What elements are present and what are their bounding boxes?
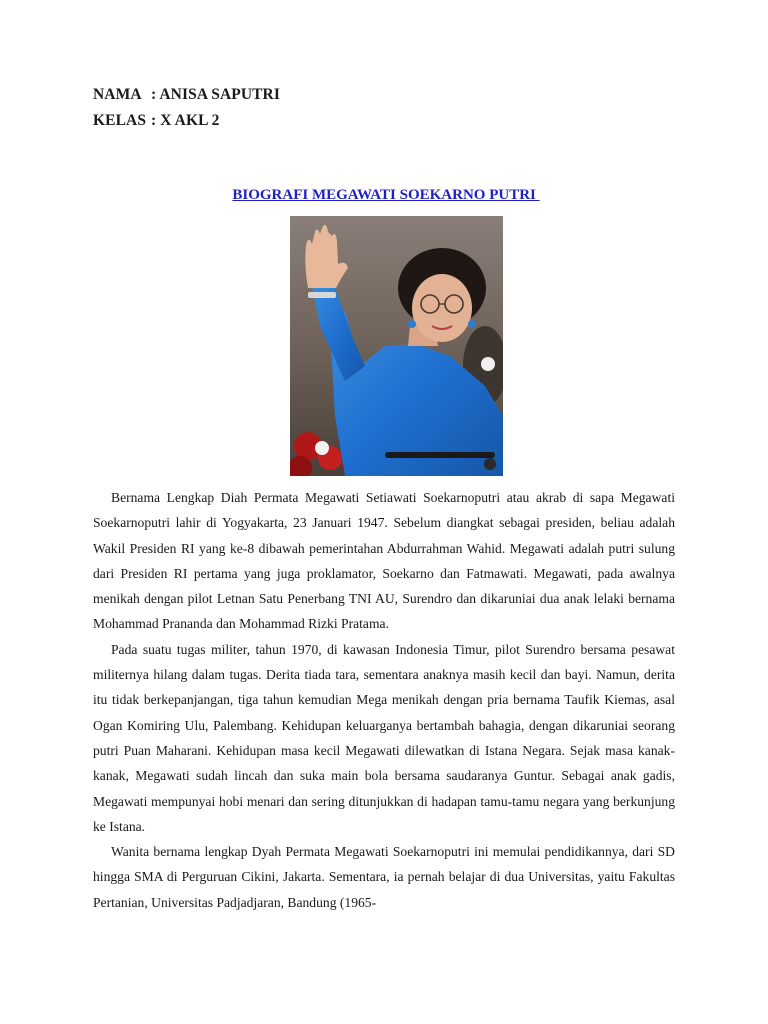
name-label: NAMA bbox=[93, 86, 142, 103]
student-name: ANISA SAPUTRI bbox=[159, 86, 280, 103]
class-label: KELAS bbox=[93, 112, 147, 129]
student-name-line bbox=[93, 86, 280, 104]
name-separator: : bbox=[151, 86, 160, 103]
class-separator: : bbox=[151, 112, 161, 129]
paragraph-3: Wanita bernama lengkap Dyah Permata Megawati Soekarnoputri ini memulai pendidikannya, dari SD hingga SMA di Perguruan Cikini, Jakarta. Sementara, ia pernah belajar di dua Universitas, yaitu Fakultas Pertanian, Universitas Padjadjaran, Bandung (1965- bbox=[93, 844, 675, 910]
paragraph-2: Pada suatu tugas militer, tahun 1970, di kawasan Indonesia Timur, pilot Surendro bersama pesawat militernya hilang dalam tugas. Derita tiada tara, sementara anaknya masih kecil dan bayi. Namun, derita itu tidak berkepanjangan, tiga tahun kemudian Mega menikah dengan pria bernama Taufik Kiemas, asal Ogan Komiring Ulu, Palembang. Kehidupan keluarganya bertambah bahagia, dengan dikaruniai seorang putri Puan Maharani. Kehidupan masa kecil Megawati dilewatkan di Istana Negara. Sejak masa kanak-kanak, Megawati sudah lincah dan suka main bola bersama saudaranya Guntur. Sebagai anak gadis, Megawati mempunyai hobi menari dan sering ditunjukkan di hadapan tamu-tamu negara yang berkunjung ke Istana. bbox=[93, 641, 675, 834]
biography-text bbox=[93, 485, 675, 915]
document-title: BIOGRAFI MEGAWATI SOEKARNO PUTRI bbox=[232, 187, 540, 203]
student-class: X AKL 2 bbox=[160, 112, 220, 129]
portrait-photo bbox=[290, 216, 503, 476]
paragraph-1: Bernama Lengkap Diah Permata Megawati Setiawati Soekarnoputri atau akrab di sapa Megawati Soekarnoputri lahir di Yogyakarta, 23 Januari 1947. Sebelum diangkat sebagai presiden, beliau adalah Wakil Presiden RI yang ke-8 dibawah pemerintahan Abdurrahman Wahid. Megawati adalah putri sulung dari Presiden RI pertama yang juga proklamator, Soekarno dan Fatmawati. Megawati, pada awalnya menikah dengan pilot Letnan Satu Penerbang TNI AU, Surendro dan dikaruniai dua anak lelaki bernama Mohammad Prananda dan Mohammad Rizki Pratama. bbox=[93, 490, 675, 632]
student-class-line bbox=[93, 112, 220, 130]
